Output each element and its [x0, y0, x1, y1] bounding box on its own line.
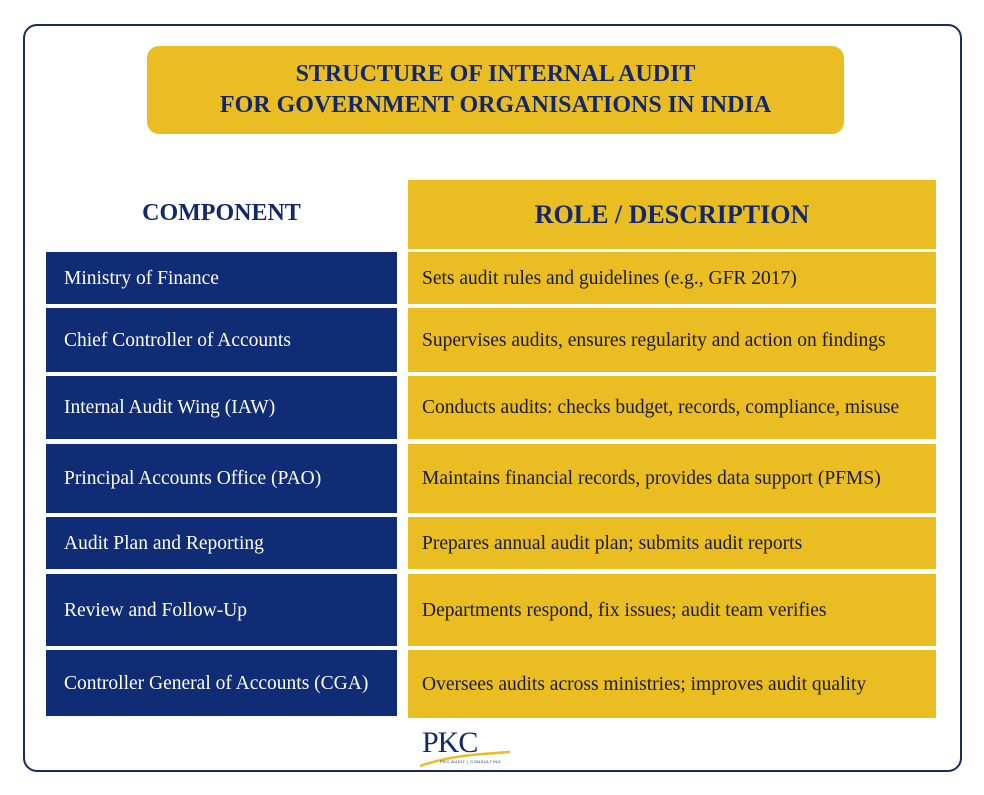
- component-cell: Chief Controller of Accounts: [46, 308, 397, 372]
- role-cell: Departments respond, fix issues; audit team verifies: [408, 574, 936, 646]
- component-cell: Principal Accounts Office (PAO): [46, 444, 397, 513]
- role-cell: Conducts audits: checks budget, records, compliance, misuse: [408, 376, 936, 439]
- component-cell: Ministry of Finance: [46, 252, 397, 304]
- role-cell: Maintains financial records, provides data support (PFMS): [408, 444, 936, 513]
- title-banner: [147, 46, 844, 134]
- role-cell: Supervises audits, ensures regularity and action on findings: [408, 308, 936, 372]
- role-cell: Prepares annual audit plan; submits audit reports: [408, 517, 936, 569]
- title-line-1: STRUCTURE OF INTERNAL AUDIT: [295, 61, 696, 87]
- pkc-logo: [418, 728, 514, 770]
- component-cell: Internal Audit Wing (IAW): [46, 376, 397, 439]
- component-cell: Controller General of Accounts (CGA): [46, 650, 397, 716]
- component-column-header: COMPONENT: [142, 199, 301, 226]
- role-cell: Oversees audits across ministries; improves audit quality: [408, 650, 936, 718]
- component-cell: Review and Follow-Up: [46, 574, 397, 646]
- role-column-header: ROLE / DESCRIPTION: [408, 180, 936, 249]
- component-cell: Audit Plan and Reporting: [46, 517, 397, 569]
- logo-text: PKC: [422, 726, 478, 759]
- title-line-2: FOR GOVERNMENT ORGANISATIONS IN INDIA: [219, 92, 772, 118]
- role-cell: Sets audit rules and guidelines (e.g., GFR 2017): [408, 252, 936, 304]
- logo-subtext: PKC AUDIT | CONSULTING: [440, 759, 502, 764]
